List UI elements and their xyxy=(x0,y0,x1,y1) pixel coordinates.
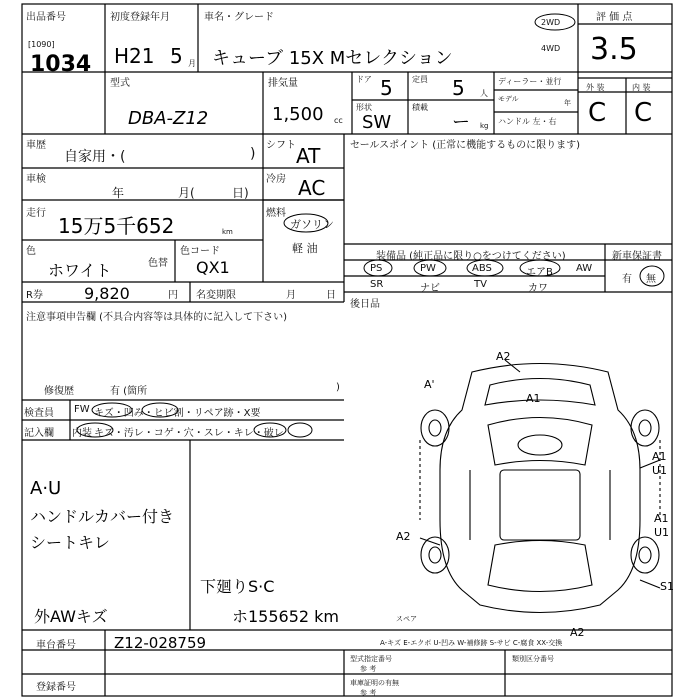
inspector-ext-text: キズ・凹み・ヒビ割・リペア跡・X要 xyxy=(94,408,261,419)
reg-date-label: 初度登録年月 xyxy=(110,12,170,23)
tax-label: 車庫証明の有無 xyxy=(350,679,399,687)
capacity-unit: 人 xyxy=(480,89,488,98)
ac-label: 冷房 xyxy=(266,174,286,185)
equipment-label: 装備品 (純正品に限り○をつけてください) xyxy=(376,251,566,262)
score-value: 3.5 xyxy=(590,32,638,67)
equip-aw: AW xyxy=(576,263,593,274)
model-name: キューブ 15X Mセレクション xyxy=(212,48,453,69)
r-ticket-label: R券 xyxy=(26,290,43,301)
warranty-label: 新車保証書 xyxy=(612,251,662,262)
usage-close: ) xyxy=(250,146,256,162)
repair-value: 有 (箇所 xyxy=(110,386,148,397)
r-ticket-value: 9,820 xyxy=(84,284,130,303)
equip-sr: SR xyxy=(370,279,384,290)
reg-month-unit: 月 xyxy=(188,59,196,68)
mileage-label: 走行 xyxy=(26,208,46,219)
lot-number: 1034 xyxy=(30,52,92,77)
displacement-unit: cc xyxy=(334,116,343,125)
capacity-value: 5 xyxy=(452,76,465,100)
notes-label: 注意事項申告欄 (不具合内容等は具体的に記入して下さい) xyxy=(26,312,287,323)
repaint-label: 色替 xyxy=(148,258,168,269)
reg-year: H21 xyxy=(114,44,155,68)
lot-label: 出品番号 xyxy=(26,12,66,23)
color-value: ホワイト xyxy=(48,261,112,280)
class-label: 類別区分番号 xyxy=(512,655,554,663)
damage-legend: A-キズ E-エクボ U-凹み W-補修跡 S-サビ C-腐食 XX-交換 xyxy=(380,639,563,647)
usage-label: 車歴 xyxy=(26,140,46,151)
mark-hood-a1: A1 xyxy=(526,392,541,405)
equip-pw: PW xyxy=(420,263,436,274)
model-year-label: モデル xyxy=(498,95,519,103)
tax-ref: 参 考 xyxy=(360,689,377,697)
r-ticket-unit: 円 xyxy=(168,290,178,301)
inspector-ext-head: FW xyxy=(74,404,90,415)
doors-value: 5 xyxy=(380,76,393,100)
equip-ps: PS xyxy=(370,263,383,274)
cert-label: 型式指定番号 xyxy=(350,655,392,663)
name-change-label: 名変期限 xyxy=(196,290,236,301)
note-line-4: 下廻りS·C xyxy=(200,577,275,596)
note-line-2: ハンドルカバー付き xyxy=(30,507,175,526)
handle-label: ハンドル 左・右 xyxy=(498,117,557,126)
color-code-label: 色コード xyxy=(180,246,220,257)
type-label: 型式 xyxy=(110,78,130,89)
score-label: 評 価 点 xyxy=(596,12,633,23)
mark-left-a2: A2 xyxy=(396,530,411,543)
cert-ref: 参 考 xyxy=(360,665,377,673)
drive-2wd: 2WD xyxy=(541,18,561,27)
inspector-label-2: 記入欄 xyxy=(24,428,54,439)
mark-right-a1: A1 xyxy=(652,450,667,463)
displacement-value: 1,500 xyxy=(272,104,324,125)
load-value: ー xyxy=(452,112,470,133)
int-grade: C xyxy=(634,98,653,128)
inspection-day-unit: 日) xyxy=(232,186,249,200)
equip-tv: TV xyxy=(474,279,487,290)
warranty-yes: 有 xyxy=(622,274,632,285)
ext-grade: C xyxy=(588,98,607,128)
shift-value: AT xyxy=(296,144,321,168)
drive-4wd: 4WD xyxy=(541,44,561,53)
mark-rear-s1: S1 xyxy=(660,580,674,593)
fuel-diesel: 軽 油 xyxy=(292,242,318,255)
note-spare: スペア xyxy=(396,615,417,623)
ext-label: 外 装 xyxy=(586,83,605,92)
model-label: 車名・グレード xyxy=(204,12,274,23)
doors-label: ドア xyxy=(356,75,372,84)
mileage-value: 15万5千652 xyxy=(58,214,175,238)
reg-label: 登録番号 xyxy=(36,682,76,693)
note-line-1: A·U xyxy=(30,478,62,499)
mark-rear-right-u1: U1 xyxy=(654,526,670,539)
usage-value: 自家用・( xyxy=(64,149,126,165)
reg-month: 5 xyxy=(170,44,183,68)
mileage-unit: km xyxy=(222,228,233,236)
displacement-label: 排気量 xyxy=(268,78,298,89)
equip-airbag: エアB xyxy=(526,267,553,278)
fuel-label: 燃料 xyxy=(266,208,286,219)
inspection-label: 車検 xyxy=(26,174,46,185)
repair-label: 修復歴 xyxy=(44,386,74,397)
repair-close: ) xyxy=(336,382,340,393)
name-change-day: 日 xyxy=(326,290,336,301)
mark-rear-right-a1: A1 xyxy=(654,512,669,525)
chassis-label: 車台番号 xyxy=(36,640,76,651)
color-label: 色 xyxy=(26,246,36,257)
shape-label: 形状 xyxy=(356,103,372,112)
shape-value: SW xyxy=(362,112,392,133)
mark-right-u1: U1 xyxy=(652,464,668,477)
auction-code: [1090] xyxy=(28,40,55,49)
load-unit: kg xyxy=(480,122,489,130)
equip-navi: ナビ xyxy=(420,283,440,294)
inspector-label-1: 検査員 xyxy=(24,408,54,419)
ac-value: AC xyxy=(298,176,326,200)
inspection-year-unit: 年 xyxy=(112,186,125,200)
load-label: 積載 xyxy=(412,103,428,112)
dealer-label: ディーラー・並行 xyxy=(498,77,562,86)
inspector-int-text: キズ・汚レ・コゲ・穴・スレ・キレ・破レ xyxy=(94,428,284,439)
note-line-5: 外AWキズ xyxy=(34,607,108,626)
capacity-label: 定員 xyxy=(412,75,428,84)
int-label: 内 装 xyxy=(632,83,651,92)
type-value: DBA-Z12 xyxy=(128,108,209,129)
inspector-int-head: 内装 xyxy=(72,428,92,439)
mark-corner-a: A' xyxy=(424,378,435,391)
mark-front-a2: A2 xyxy=(496,350,511,363)
inspection-month-unit: 月( xyxy=(178,186,195,200)
equip-leather: カワ xyxy=(528,283,548,294)
mark-rear-a2: A2 xyxy=(570,626,585,639)
model-year-unit: 年 xyxy=(564,99,571,107)
sales-label: セールスポイント (正常に機能するものに限ります) xyxy=(350,140,581,151)
note-line-3: シートキレ xyxy=(30,533,110,552)
chassis-value: Z12-028759 xyxy=(114,634,207,652)
equip-abs: ABS xyxy=(472,263,492,274)
color-code-value: QX1 xyxy=(196,258,230,277)
fuel-gas: ガソリン xyxy=(290,218,334,231)
shift-label: シフト xyxy=(266,140,296,151)
warranty-no: 無 xyxy=(646,274,656,285)
later-label: 後日品 xyxy=(350,299,380,310)
note-line-6: ホ155652 km xyxy=(232,607,340,626)
name-change-month: 月 xyxy=(286,290,296,301)
